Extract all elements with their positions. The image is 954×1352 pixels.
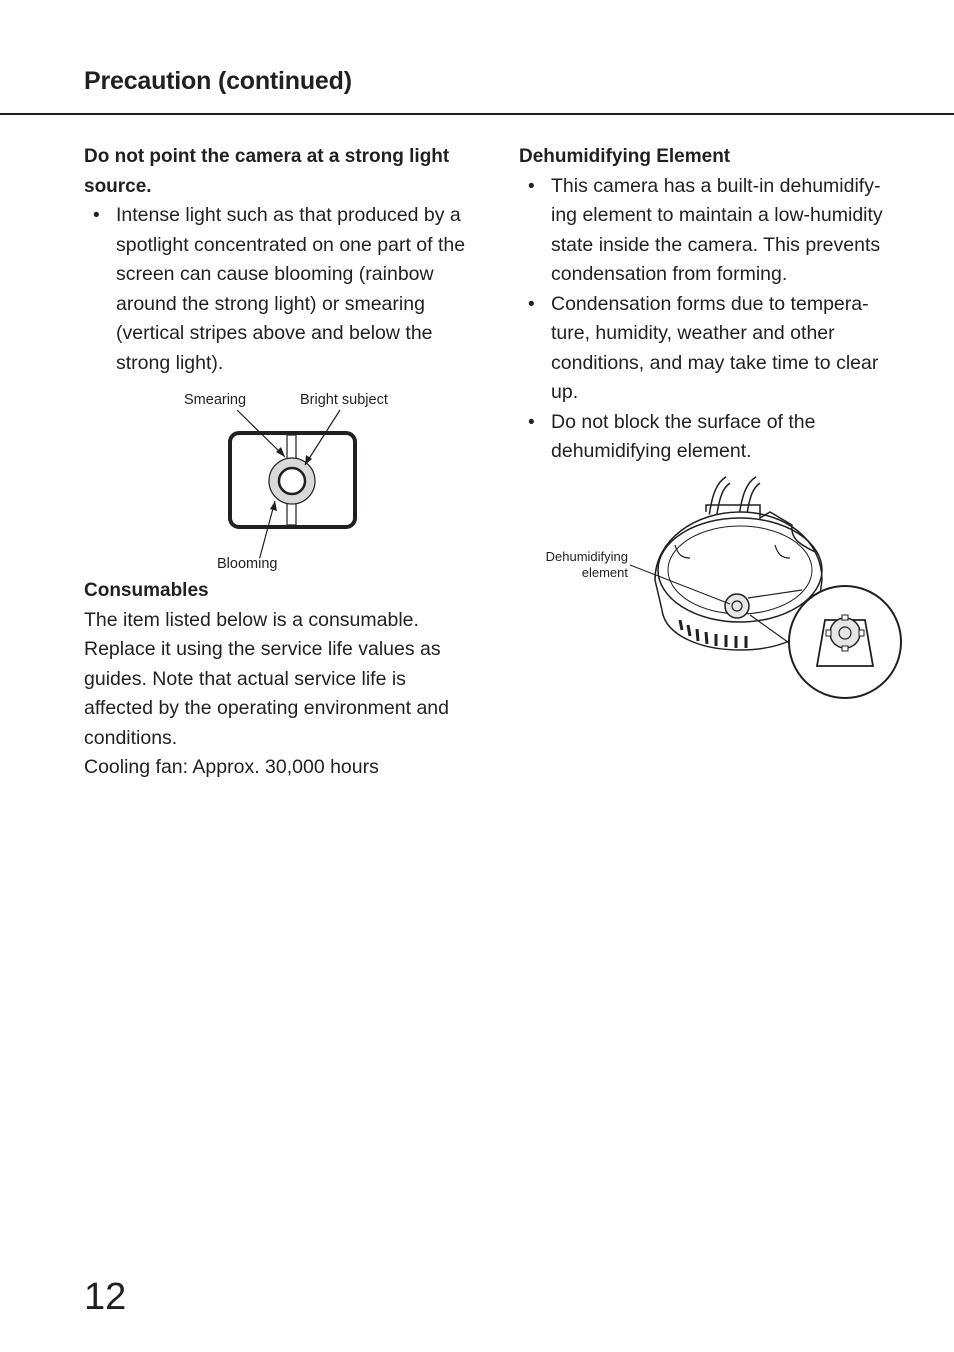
dehumidifying-element-figure <box>530 470 910 710</box>
dehumidifying-label-line2: element <box>581 565 628 580</box>
dehumidifying-bullets <box>519 172 919 467</box>
blooming-smearing-figure <box>175 385 415 575</box>
bullet-icon: • <box>93 205 100 226</box>
dehumidifying-element-icon <box>725 594 749 618</box>
strong-light-bullets <box>84 201 484 378</box>
title-divider <box>0 113 954 115</box>
consumables-section <box>84 576 484 783</box>
strong-light-heading: Do not point the camera at a strong light source. <box>84 146 450 197</box>
list-item <box>519 290 919 408</box>
left-column <box>84 142 484 378</box>
consumables-paragraph: The item listed below is a consumable. Replace it using the service life values as guides. Note that actual service life is affected by the operating environment and conditions. <box>84 608 449 749</box>
bullet-text: Do not block the surface of the dehumidifying element. <box>551 410 816 462</box>
list-item <box>84 201 484 378</box>
list-item <box>519 408 919 467</box>
right-column <box>519 142 919 467</box>
bright-subject-icon <box>279 468 305 494</box>
dehumidifying-label-line1: Dehumidifying <box>545 549 628 564</box>
blooming-label: Blooming <box>217 556 278 572</box>
page-number: 12 <box>84 1276 127 1318</box>
bullet-text: Intense light such as that produced by a spotlight concentrated on one part of the screen can cause blooming (rainbow around the strong light) or smearing (vertical stripes above and below the strong light). <box>116 204 466 374</box>
smearing-label: Smearing <box>184 392 247 408</box>
list-item <box>519 172 919 290</box>
dehumidifying-heading: Dehumidifying Element <box>519 146 731 167</box>
magnified-element-detail <box>789 586 901 698</box>
bullet-text: Condensation forms due to tempera-ture, humidity, weather and other conditions, and may take time to clear up. <box>551 292 879 403</box>
consumables-heading: Consumables <box>84 580 209 601</box>
consumables-item: Cooling fan: Approx. 30,000 hours <box>84 756 379 778</box>
page-title: Precaution (continued) <box>84 67 352 95</box>
bright-subject-label: Bright subject <box>300 392 388 408</box>
bullet-icon: • <box>528 175 535 197</box>
bullet-icon: • <box>528 411 535 433</box>
bullet-text: This camera has a built-in dehumidify-ing element to maintain a low-humidity state inside the camera. This prevents condensation from forming. <box>551 174 883 285</box>
bullet-icon: • <box>528 293 535 315</box>
